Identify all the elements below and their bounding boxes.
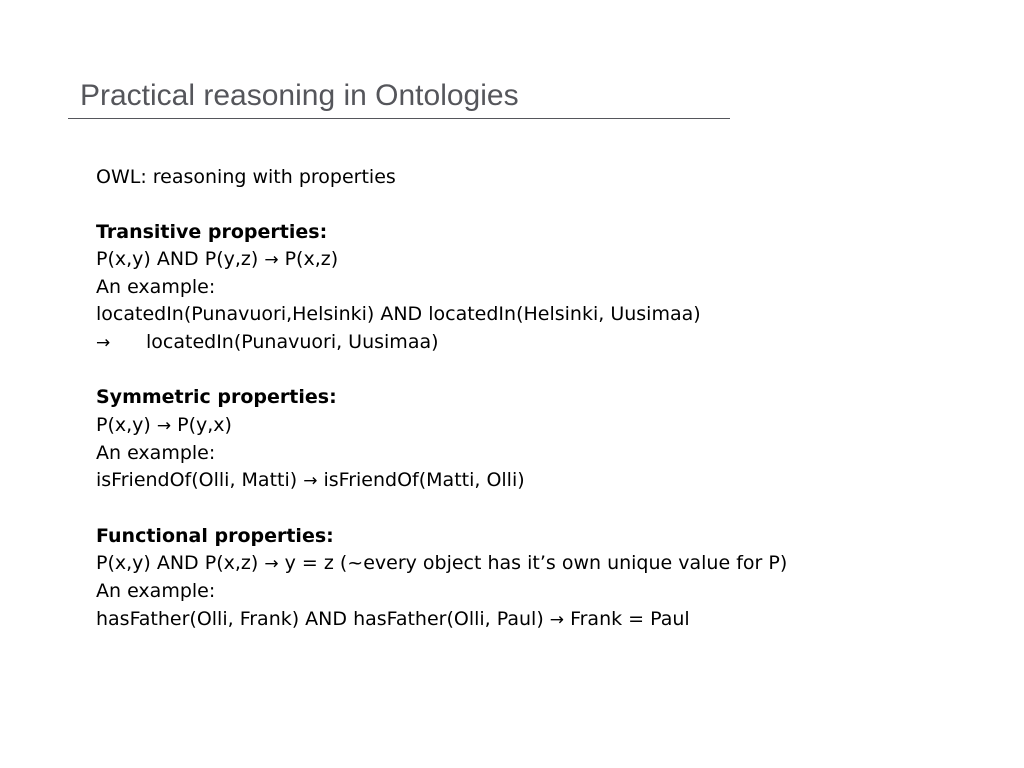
transitive-example-premise: locatedIn(Punavuori,Helsinki) AND locatedIn(Helsinki, Uusimaa) [96,303,701,326]
transitive-example-conclusion: locatedIn(Punavuori, Uusimaa) [146,330,439,353]
functional-rule-left: P(x,y) AND P(x,z) [96,552,265,575]
implies-arrow-icon: → [96,332,111,353]
functional-heading: Functional properties: [96,524,334,547]
slide-body [96,164,996,634]
intro-line: OWL: reasoning with properties [96,166,396,188]
symmetric-example [96,467,996,495]
transitive-heading: Transitive properties: [96,220,328,243]
blank-line [96,357,996,384]
transitive-example-label: An example: [96,276,216,299]
symmetric-example-label: An example: [96,441,216,464]
functional-rule-right: y = z (~every object has it’s own unique value for P) [278,552,788,575]
transitive-example-conclusion-line [96,329,996,357]
implies-arrow-icon: → [264,554,279,575]
blank-line [96,496,996,523]
implies-arrow-icon: → [264,249,279,270]
implies-arrow-icon: → [303,471,318,492]
functional-example-left: hasFather(Olli, Frank) AND hasFather(Olli, Paul) [96,607,550,630]
symmetric-heading: Symmetric properties: [96,386,337,409]
functional-rule [96,550,996,578]
transitive-rule [96,246,996,274]
functional-example [96,606,996,634]
blank-line [96,191,996,218]
symmetric-example-right: isFriendOf(Matti, Olli) [317,469,525,492]
symmetric-rule [96,412,996,440]
functional-example-right: Frank = Paul [564,607,690,630]
transitive-rule-left: P(x,y) AND P(y,z) [96,247,265,270]
symmetric-example-left: isFriendOf(Olli, Matti) [96,469,304,492]
symmetric-rule-right: P(y,x) [171,413,232,436]
slide-title: Practical reasoning in Ontologies [80,79,519,112]
symmetric-rule-left: P(x,y) [96,413,157,436]
transitive-rule-right: P(x,z) [278,247,339,270]
title-divider [68,118,730,119]
functional-example-label: An example: [96,580,216,603]
implies-arrow-icon: → [549,609,565,630]
implies-arrow-icon: → [156,415,172,436]
